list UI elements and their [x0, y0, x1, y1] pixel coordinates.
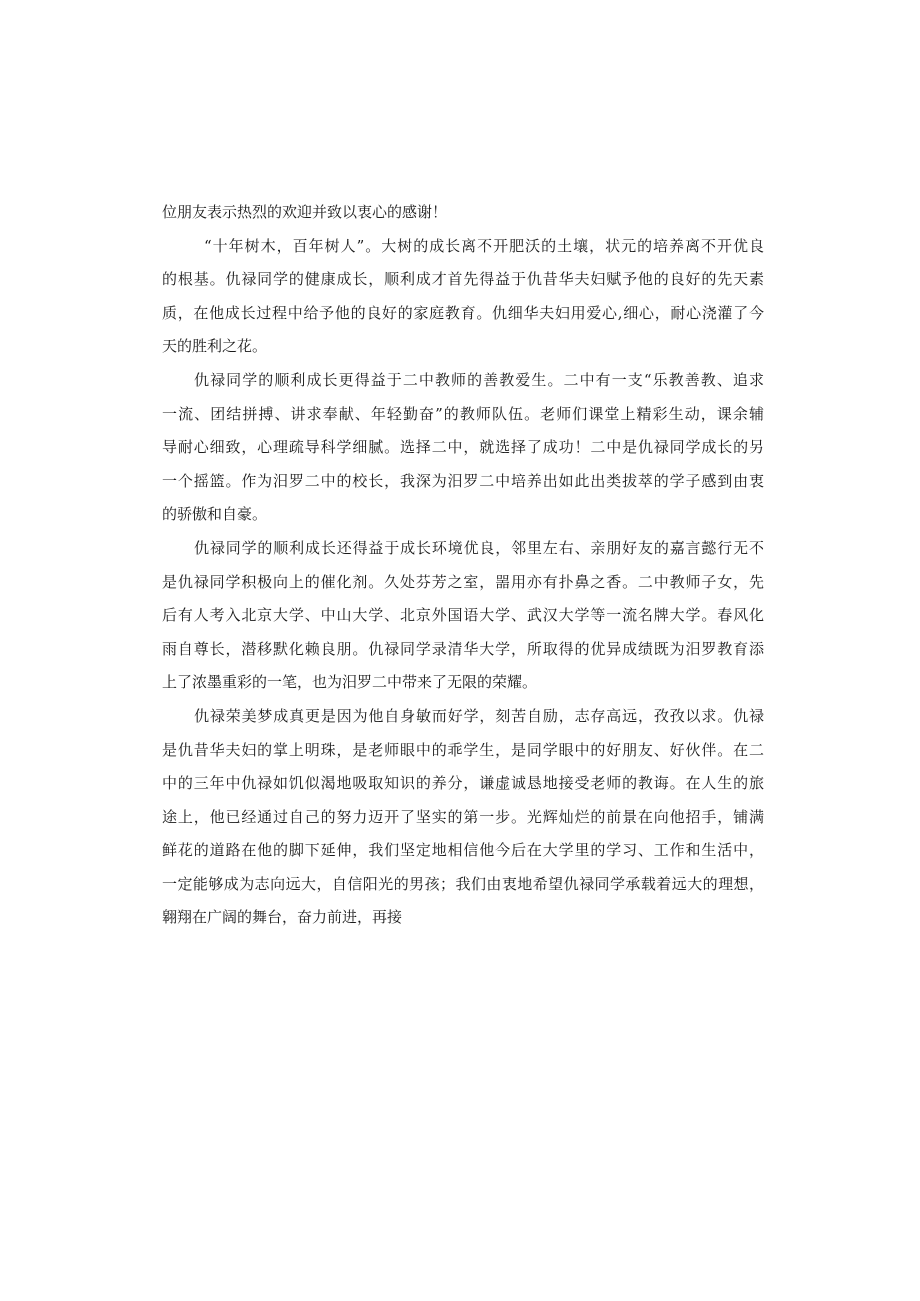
text-line: 雨自尊长，潜移默化赖良朋。仇禄同学录清华大学，所取得的优异成绩既为汨罗教育添 [162, 639, 764, 658]
text-line: 的骄傲和自豪。 [162, 505, 268, 524]
text-line: 一个摇篮。作为汨罗二中的校长，我深为汨罗二中培养出如此出类拔萃的学子感到由衷 [162, 471, 764, 490]
text-line: 一定能够成为志向远大，自信阳光的男孩；我们由衷地希望仇禄同学承载着远大的理想， [162, 874, 764, 893]
paragraph-start-line: 仇禄同学的顺利成长还得益于成长环境优良，邻里左右、亲朋好友的嘉言懿行无不 [194, 538, 764, 557]
paragraph-start-line: 仇禄荣美梦成真更是因为他自身敏而好学，刻苦自励，志存高远，孜孜以求。仇禄 [194, 706, 764, 725]
paragraph-start-line: 仇禄同学的顺利成长更得益于二中教师的善教爱生。二中有一支“乐教善教、追求 [194, 370, 764, 389]
text-line: 翱翔在广阔的舞台，奋力前进，再接 [162, 908, 403, 927]
text-line: 中的三年中仇禄如饥似渴地吸取知识的养分，谦虚诚恳地接受老师的教诲。在人生的旅 [162, 774, 764, 793]
text-line: 鲜花的道路在他的脚下延伸，我们坚定地相信他今后在大学里的学习、工作和生活中， [162, 841, 764, 860]
text-line: 是仇昔华夫妇的掌上明珠，是老师眼中的乖学生，是同学眼中的好朋友、好伙伴。在二 [162, 740, 764, 759]
text-line: 上了浓墨重彩的一笔，也为汨罗二中带来了无限的荣耀。 [162, 673, 538, 692]
text-line: 导耐心细致，心理疏导科学细腻。选择二中，就选择了成功！二中是仇禄同学成长的另 [162, 438, 764, 457]
text-line: 的根基。仇禄同学的健康成长，顺利成才首先得益于仇昔华夫妇赋予他的良好的先天素 [162, 270, 764, 289]
document-page [162, 196, 764, 935]
text-line: 位朋友表示热烈的欢迎并致以衷心的感谢！ [162, 203, 448, 221]
text-line: 途上，他已经通过自己的努力迈开了坚实的第一步。光辉灿烂的前景在向他招手，铺满 [162, 807, 764, 826]
paragraph-start-line: “十年树木，百年树人”。大树的成长离不开肥沃的土壤，状元的培养离不开优良 [204, 236, 764, 255]
text-line: 质，在他成长过程中给予他的良好的家庭教育。仇细华夫妇用爱心,细心，耐心浇灌了今 [162, 303, 764, 322]
text-line: 天的胜利之花。 [162, 337, 268, 356]
text-line: 是仇禄同学积极向上的催化剂。久处芬芳之室，噐用亦有扑鼻之香。二中教师子女，先 [162, 572, 764, 591]
text-line: 后有人考入北京大学、中山大学、北京外国语大学、武汉大学等一流名牌大学。春风化 [162, 606, 764, 625]
text-line: 一流、团结拼搏、讲求奉献、年轻勤奋”的教师队伍。老师们课堂上精彩生动，课余辅 [162, 404, 764, 423]
